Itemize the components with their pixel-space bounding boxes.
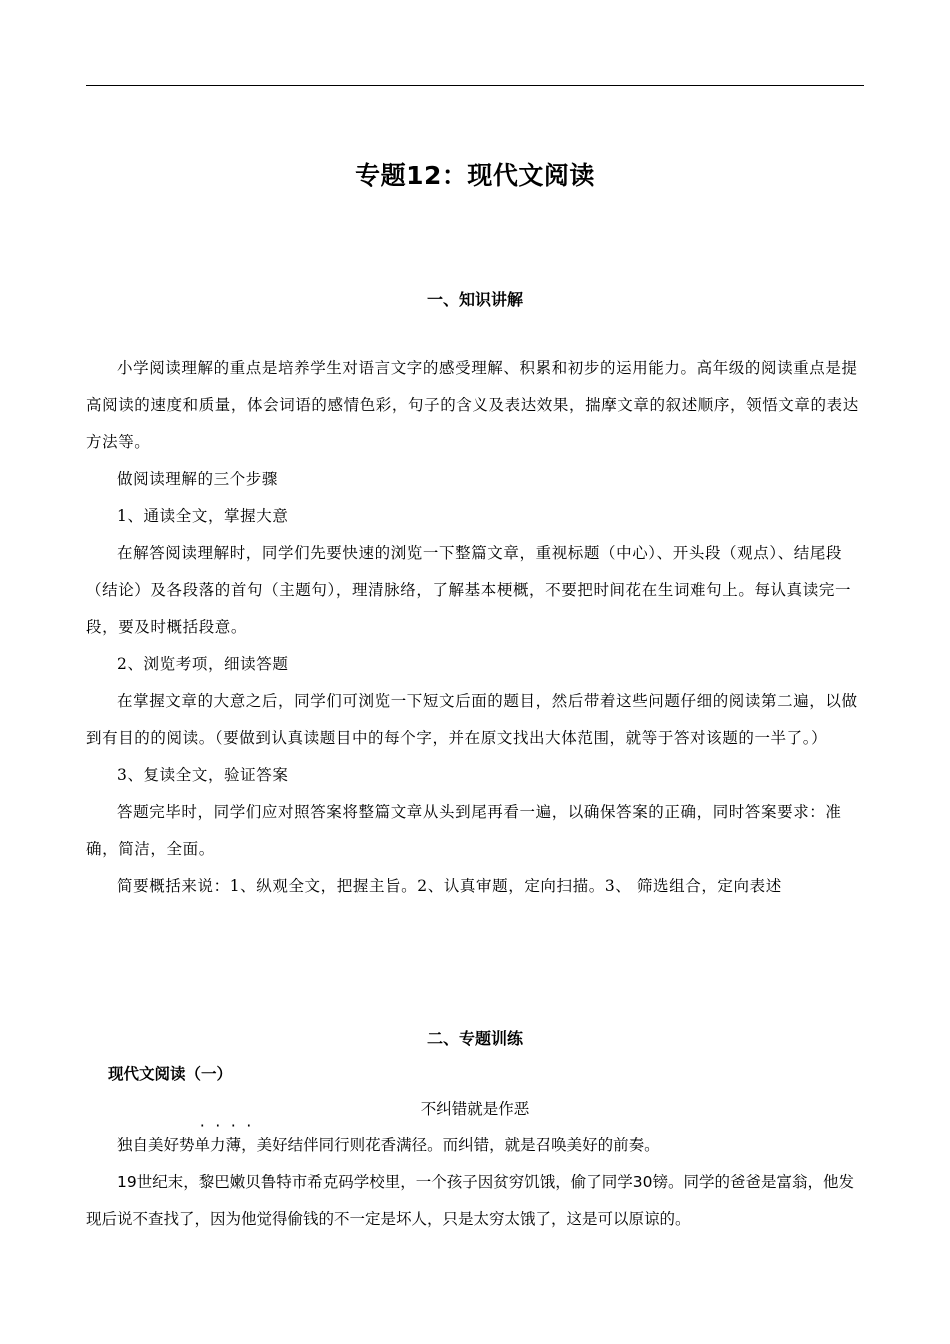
story-text: 独自美好 (117, 1136, 180, 1154)
section-heading-knowledge: 一、知识讲解 (426, 290, 523, 309)
story-line (86, 1127, 864, 1164)
reading-subheading: 现代文阅读（一） (108, 1065, 233, 1083)
dotted-char: 薄 (225, 1136, 242, 1154)
step-heading: 1、通读全文，掌握大意 (117, 507, 289, 525)
paragraph: 做阅读理解的三个步骤 (117, 470, 279, 488)
section-heading-training: 二、专题训练 (426, 1029, 523, 1048)
header-rule (86, 85, 864, 86)
step-heading: 2、浏览考项，细读答题 (117, 655, 289, 673)
story-text: ，美好结伴同行则花香满径。而纠错，就是召唤美好的前奏。 (241, 1136, 660, 1154)
dotted-char: 力 (210, 1136, 226, 1154)
dotted-char: 单 (194, 1136, 211, 1154)
story-title: 不纠错就是作恶 (420, 1100, 530, 1118)
paragraph: 在解答阅读理解时，同学们先要快速的浏览一下整篇文章，重视标题（中心）、开头段（观点）、结尾段（结论）及各段落的首句（主题句），理清脉络，了解基本梗概，不要把时间花在生词难句上。每认真读完一段，要及时概括段意。 (86, 544, 852, 636)
story-body (86, 1127, 864, 1238)
page-title: 专题12：现代文阅读 (355, 161, 595, 190)
step-heading: 3、复读全文，验证答案 (117, 766, 289, 784)
paragraph: 小学阅读理解的重点是培养学生对语言文字的感受理解、积累和初步的运用能力。高年级的阅读重点是提高阅读的速度和质量，体会词语的感情色彩，句子的含义及表达效果，揣摩文章的叙述顺序，领悟文章的表达方法等。 (86, 359, 859, 451)
paragraph: 简要概括来说：1、纵观全文，把握主旨。2、认真审题，定向扫描。3、 筛选组合，定向表述 (117, 877, 782, 895)
paragraph: 在掌握文章的大意之后，同学们可浏览一下短文后面的题目，然后带着这些问题仔细的阅读第二遍，以做到有目的的阅读。（要做到认真读题目中的每个字，并在原文找出大体范围，就等于答对该题的一半了。） (86, 692, 858, 747)
paragraph: 答题完毕时，同学们应对照答案将整篇文章从头到尾再看一遍，以确保答案的正确，同时答案要求：准确，简洁，全面。 (86, 803, 842, 858)
dotted-char: 势 (179, 1136, 195, 1154)
story-paragraph: 19世纪末，黎巴嫩贝鲁特市希克码学校里，一个孩子因贫穷饥饿，偷了同学30镑。同学的爸爸是富翁，他发现后说不查找了，因为他觉得偷钱的不一定是坏人，只是太穷太饿了，这是可以原谅的。 (86, 1173, 854, 1228)
knowledge-body (86, 350, 864, 905)
